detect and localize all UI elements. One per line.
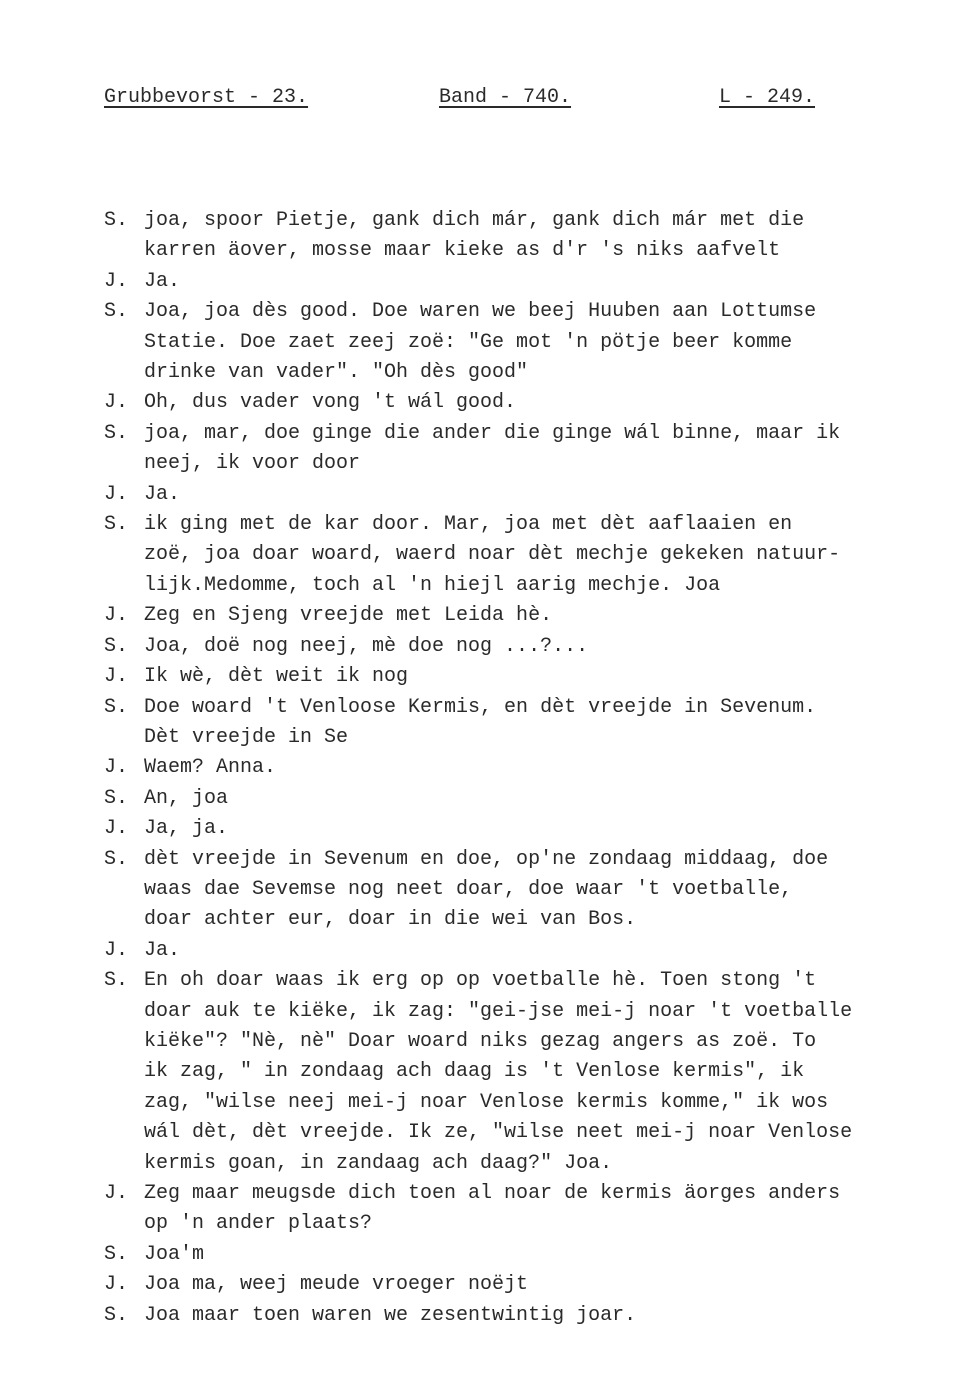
speaker-label: J. <box>104 817 129 841</box>
speaker-label: J. <box>104 1182 129 1205</box>
speech-line: kiëke"? "Nè, nè" Doar woard niks gezag angers as zoë. To <box>144 1029 817 1053</box>
speech-text <box>144 693 904 754</box>
speech-text <box>144 814 904 844</box>
speech-text <box>144 662 904 692</box>
dialogue-turn <box>104 814 904 844</box>
speech-line: Ik wè, dèt weit ik nog <box>144 665 409 689</box>
speech-line: Ja, ja. <box>144 817 229 841</box>
dialogue-turn <box>104 936 904 966</box>
speech-line: ik zag, " in zondaag ach daag is 't Venlose kermis", ik <box>144 1060 805 1084</box>
speech-line: joa, spoor Pietje, gank dich már, gank dich már met die <box>144 209 805 232</box>
speech-line: zag, "wilse neej mei-j noar Venlose kermis komme," ik wos <box>144 1090 829 1114</box>
dialogue-turn <box>104 632 904 662</box>
speech-line: Joa'm <box>144 1242 205 1266</box>
speech-text <box>144 206 904 267</box>
dialogue-turn <box>104 693 904 754</box>
speech-line: waas dae Sevemse nog neet doar, doe waar 't voetballe, <box>144 877 793 901</box>
speech-text <box>144 480 904 510</box>
speech-text <box>144 1240 904 1270</box>
dialogue-turn <box>104 480 904 510</box>
speech-line: En oh doar waas ik erg op op voetballe hè. Toen stong 't <box>144 969 817 993</box>
speech-line: doar achter eur, doar in die wei van Bos. <box>144 908 637 932</box>
speaker-label: S. <box>104 786 129 810</box>
dialogue-turn <box>104 601 904 631</box>
speech-line: kermis goan, in zandaag ach daag?" Joa. <box>144 1151 613 1175</box>
header-band-number: Band - 740. <box>439 86 572 109</box>
speaker-label: J. <box>104 938 129 962</box>
speech-line: op 'n ander plaats? <box>144 1212 373 1236</box>
speaker-label: J. <box>104 665 129 689</box>
speech-line: Statie. Doe zaet zeej zoë: "Ge mot 'n pötje beer komme <box>144 330 793 354</box>
speaker-label: S. <box>104 513 129 537</box>
speech-text <box>144 1179 904 1240</box>
dialogue-turn <box>104 1301 904 1331</box>
speech-line: joa, mar, doe ginge die ander die ginge wál binne, maar ik <box>144 421 841 445</box>
speech-line: lijk.Medomme, toch al 'n hiejl aarig mechje. Joa <box>144 573 721 597</box>
page-header <box>0 86 979 112</box>
speech-text <box>144 297 904 388</box>
dialogue-turn <box>104 206 904 267</box>
speaker-label: S. <box>104 969 129 993</box>
speaker-label: S. <box>104 1303 129 1327</box>
speech-line: zoë, joa doar woard, waerd noar dèt mechje gekeken natuur- <box>144 543 841 567</box>
speech-line: Joa, joa dès good. Doe waren we beej Huuben aan Lottumse <box>144 300 817 324</box>
speech-line: Joa maar toen waren we zesentwintig joar. <box>144 1303 637 1327</box>
speech-text <box>144 966 904 1179</box>
speaker-label: J. <box>104 391 129 415</box>
speech-text <box>144 267 904 297</box>
header-page-number: L - 249. <box>719 86 816 109</box>
speech-text <box>144 388 904 418</box>
speech-line: drinke van vader". "Oh dès good" <box>144 361 529 385</box>
dialogue-turn <box>104 966 904 1179</box>
speech-line: karren äover, mosse maar kieke as d'r 's niks aafvelt <box>144 239 781 263</box>
speaker-label: S. <box>104 634 129 658</box>
speech-line: Ja. <box>144 269 181 293</box>
header-place: Grubbevorst - 23. <box>104 86 309 109</box>
speech-text <box>144 845 904 936</box>
dialogue-turn <box>104 845 904 936</box>
speech-line: doar auk te kiëke, ik zag: "gei-jse mei-j noar 't voetballe <box>144 999 853 1023</box>
speaker-label: S. <box>104 421 129 445</box>
speech-line: neej, ik voor door <box>144 452 361 476</box>
speaker-label: J. <box>104 756 129 780</box>
dialogue-turn <box>104 1179 904 1240</box>
speaker-label: S. <box>104 695 129 719</box>
speaker-label: S. <box>104 847 129 871</box>
speaker-label: J. <box>104 604 129 628</box>
speaker-label: J. <box>104 1273 129 1297</box>
speech-line: wál dèt, dèt vreejde. Ik ze, "wilse neet mei-j noar Venlose <box>144 1121 853 1145</box>
speech-line: An, joa <box>144 786 229 810</box>
speaker-label: J. <box>104 482 129 506</box>
dialogue-transcript <box>104 206 904 1331</box>
dialogue-turn <box>104 1270 904 1300</box>
dialogue-turn <box>104 753 904 783</box>
speech-line: ik ging met de kar door. Mar, joa met dèt aaflaaien en <box>144 513 793 537</box>
speaker-label: S. <box>104 209 129 232</box>
dialogue-turn <box>104 297 904 388</box>
speech-text <box>144 419 904 480</box>
dialogue-turn <box>104 784 904 814</box>
speech-line: Zeg en Sjeng vreejde met Leida hè. <box>144 604 553 628</box>
dialogue-turn <box>104 267 904 297</box>
speech-text <box>144 632 904 662</box>
speech-text <box>144 936 904 966</box>
speech-line: Dèt vreejde in Se <box>144 725 349 749</box>
speech-line: Doe woard 't Venloose Kermis, en dèt vreejde in Sevenum. <box>144 695 817 719</box>
speaker-label: S. <box>104 1242 129 1266</box>
speech-text <box>144 753 904 783</box>
dialogue-turn <box>104 510 904 601</box>
dialogue-turn <box>104 1240 904 1270</box>
speech-line: Joa ma, weej meude vroeger noëjt <box>144 1273 529 1297</box>
speech-line: Zeg maar meugsde dich toen al noar de kermis äorges anders <box>144 1182 841 1205</box>
speech-line: Ja. <box>144 938 181 962</box>
speech-text <box>144 1270 904 1300</box>
speech-text <box>144 784 904 814</box>
speaker-label: J. <box>104 269 129 293</box>
speech-line: Oh, dus vader vong 't wál good. <box>144 391 517 415</box>
dialogue-turn <box>104 419 904 480</box>
speech-line: Waem? Anna. <box>144 756 277 780</box>
dialogue-turn <box>104 388 904 418</box>
speech-text <box>144 1301 904 1331</box>
speech-line: Ja. <box>144 482 181 506</box>
speech-text <box>144 510 904 601</box>
dialogue-turn <box>104 662 904 692</box>
speech-text <box>144 601 904 631</box>
speaker-label: S. <box>104 300 129 324</box>
speech-line: dèt vreejde in Sevenum en doe, op'ne zondaag middaag, doe <box>144 847 829 871</box>
speech-line: Joa, doë nog neej, mè doe nog ...?... <box>144 634 589 658</box>
